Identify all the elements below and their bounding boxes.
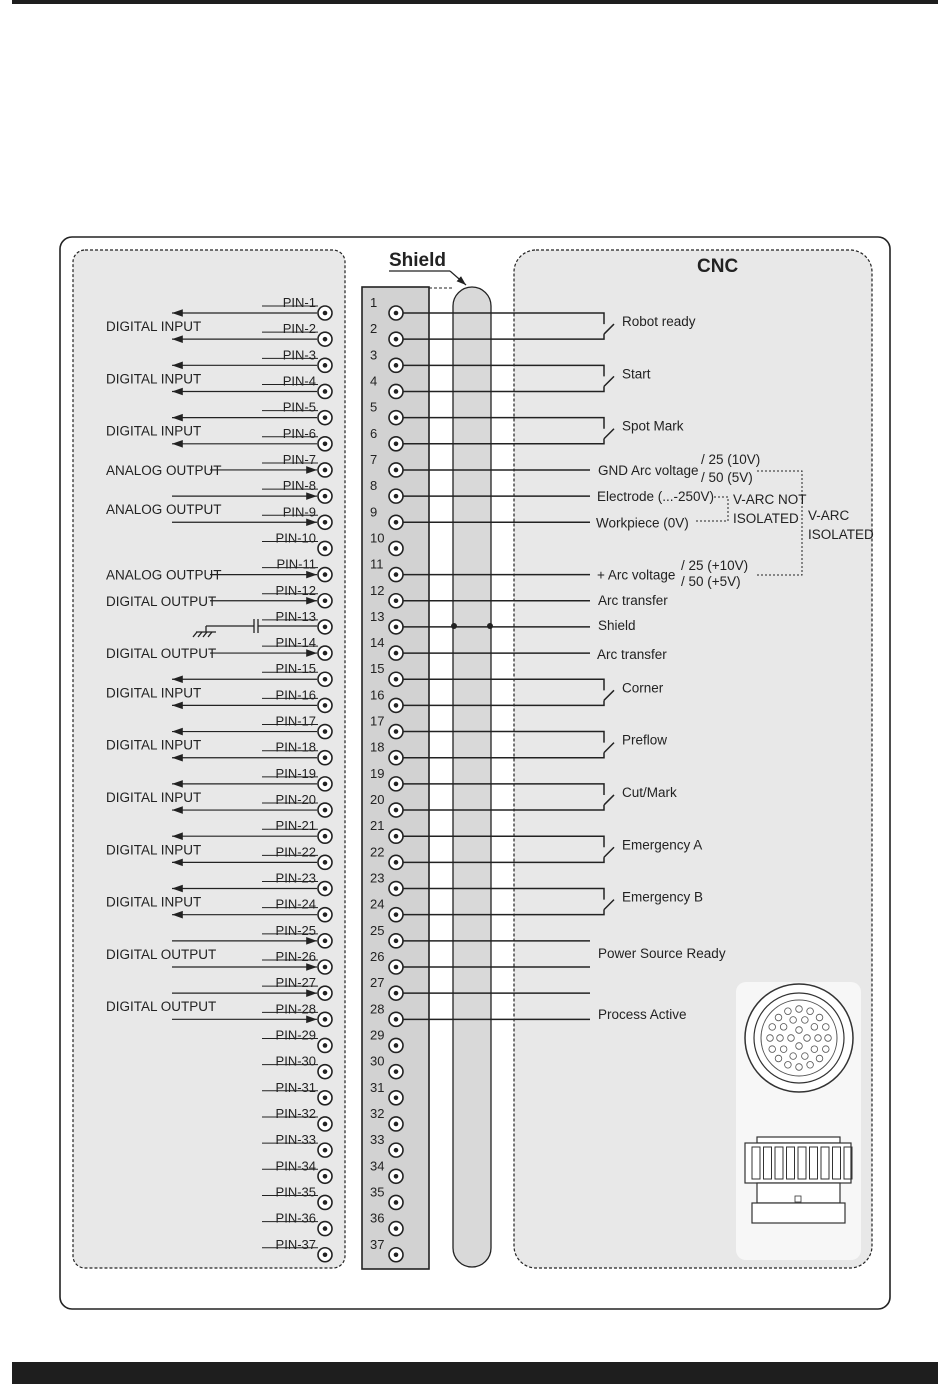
ratio-bottom-25: / 25 (+10V) (681, 558, 749, 573)
strip-terminal-center (394, 363, 399, 368)
strip-terminal-center (394, 1148, 399, 1153)
terminal-number: 26 (370, 949, 385, 964)
pin-terminal-center (323, 520, 328, 525)
terminal-number: 8 (370, 478, 378, 494)
pin-label: PIN-10 (275, 530, 316, 546)
terminal-number: 34 (370, 1158, 385, 1174)
terminal-number: 31 (370, 1079, 385, 1095)
cnc-signal-label: Power Source Ready (598, 945, 726, 961)
terminal-number: 7 (370, 451, 378, 467)
strip-terminal-center (394, 598, 399, 603)
terminal-number: 2 (370, 321, 378, 337)
pin-label: PIN-27 (275, 975, 316, 991)
pin-label: PIN-18 (275, 739, 316, 755)
terminal-number: 4 (370, 373, 378, 389)
pin-terminal-center (323, 494, 328, 499)
pin-label: PIN-15 (275, 661, 316, 677)
pin-label: PIN-25 (275, 922, 316, 938)
pin-terminal-center (323, 1096, 328, 1101)
pin-label: PIN-8 (282, 478, 316, 494)
switch-label: Robot ready (622, 314, 696, 330)
signal-type-label: DIGITAL OUTPUT (106, 999, 217, 1015)
switch-label: Emergency A (622, 837, 703, 853)
terminal-number: 9 (370, 504, 378, 520)
pin-terminal-center (323, 834, 328, 839)
strip-terminal-center (394, 442, 399, 447)
strip-terminal-center (394, 1252, 399, 1257)
signal-type-label: DIGITAL OUTPUT (106, 593, 217, 609)
shield-label: Shield (389, 250, 447, 271)
pin-label: PIN-22 (275, 844, 316, 860)
pin-terminal-center (323, 860, 328, 865)
ratio-top-25: / 25 (10V) (701, 452, 761, 467)
strip-terminal-center (394, 782, 399, 787)
pin-label: PIN-1 (282, 295, 316, 310)
terminal-number: 29 (370, 1027, 385, 1043)
pin-label: PIN-33 (275, 1132, 316, 1148)
pin-label: PIN-2 (282, 321, 316, 337)
pin-label: PIN-11 (276, 556, 316, 572)
ratio-bottom-50: / 50 (+5V) (681, 574, 741, 589)
strip-terminal-center (394, 834, 399, 839)
pin-label: PIN-34 (275, 1158, 316, 1174)
switch-label: Preflow (622, 732, 668, 748)
strip-terminal-center (394, 677, 399, 682)
terminal-number: 20 (370, 792, 385, 808)
pin-terminal-center (323, 651, 328, 656)
signal-type-label: DIGITAL INPUT (106, 371, 202, 387)
strip-terminal-center (394, 311, 399, 316)
pin-terminal-center (323, 337, 328, 342)
signal-type-label: DIGITAL OUTPUT (106, 946, 217, 962)
pin-terminal-center (323, 755, 328, 760)
pin-terminal-center (323, 912, 328, 917)
terminal-number: 37 (370, 1236, 385, 1252)
pin-label: PIN-3 (282, 347, 316, 363)
pin-terminal-center (323, 442, 328, 447)
terminal-number: 27 (370, 975, 385, 991)
cnc-signal-label: GND Arc voltage (598, 462, 699, 478)
terminal-number: 13 (370, 608, 385, 624)
pin-terminal-center (323, 965, 328, 970)
terminal-number: 33 (370, 1132, 385, 1148)
terminal-number: 16 (370, 687, 385, 703)
terminal-number: 35 (370, 1184, 385, 1200)
pin-label: PIN-37 (275, 1236, 316, 1252)
pin-label: PIN-4 (282, 373, 316, 389)
pin-terminal-center (323, 1200, 328, 1205)
terminal-number: 22 (370, 844, 385, 860)
strip-terminal-center (394, 886, 399, 891)
terminal-number: 30 (370, 1053, 385, 1069)
shield-junction-dot (487, 623, 493, 629)
strip-terminal-center (394, 1069, 399, 1074)
terminal-number: 36 (370, 1210, 385, 1226)
terminal-number: 6 (370, 425, 378, 441)
pin-label: PIN-32 (275, 1105, 316, 1121)
strip-terminal-center (394, 1096, 399, 1101)
strip-terminal-center (394, 337, 399, 342)
pin-terminal-center (323, 625, 328, 630)
strip-terminal-center (394, 1226, 399, 1231)
signal-type-label: DIGITAL INPUT (106, 894, 202, 910)
ratio-top-50: / 50 (5V) (701, 470, 753, 485)
pin-terminal-center (323, 729, 328, 734)
strip-terminal-center (394, 1200, 399, 1205)
pin-label: PIN-21 (275, 818, 316, 834)
terminal-number: 18 (370, 739, 385, 755)
terminal-number: 19 (370, 765, 385, 781)
pin-label: PIN-20 (275, 792, 316, 808)
terminal-number: 24 (370, 896, 385, 912)
strip-terminal-center (394, 1017, 399, 1022)
pin-terminal-center (323, 1017, 328, 1022)
pin-label: PIN-14 (275, 635, 316, 651)
strip-terminal-center (394, 755, 399, 760)
switch-label: Cut/Mark (622, 784, 677, 800)
pin-label: PIN-31 (275, 1079, 316, 1095)
cnc-signal-label: Workpiece (0V) (596, 515, 689, 531)
pin-terminal-center (323, 1226, 328, 1231)
signal-type-label: ANALOG OUTPUT (106, 567, 222, 583)
pin-label: PIN-6 (282, 425, 316, 441)
strip-terminal-center (394, 494, 399, 499)
varc-not-isolated-line2: ISOLATED (733, 511, 799, 526)
pin-terminal-center (323, 389, 328, 394)
pin-label: PIN-13 (275, 608, 316, 624)
pin-terminal-center (323, 808, 328, 813)
strip-terminal-center (394, 939, 399, 944)
cnc-title: CNC (697, 256, 739, 277)
pin-label: PIN-12 (275, 582, 316, 598)
pin-label: PIN-16 (275, 687, 316, 703)
signal-type-label: DIGITAL INPUT (106, 423, 202, 439)
pin-terminal-center (323, 886, 328, 891)
signal-type-label: DIGITAL INPUT (106, 737, 202, 753)
connector-illustration (736, 982, 861, 1260)
pin-label: PIN-9 (282, 504, 316, 520)
pin-label: PIN-7 (282, 451, 316, 467)
strip-terminal-center (394, 1043, 399, 1048)
pin-label: PIN-5 (282, 399, 316, 415)
terminal-number: 1 (370, 295, 378, 310)
pin-label: PIN-35 (275, 1184, 316, 1200)
strip-terminal-center (394, 520, 399, 525)
switch-label: Emergency B (622, 889, 704, 905)
pin-terminal-center (323, 546, 328, 551)
strip-terminal-center (394, 991, 399, 996)
terminal-number: 28 (370, 1001, 385, 1017)
signal-type-label: DIGITAL OUTPUT (106, 646, 217, 662)
varc-isolated-line1: V-ARC (808, 508, 850, 523)
strip-terminal-center (394, 572, 399, 577)
strip-terminal-center (394, 1122, 399, 1127)
pin-label: PIN-30 (275, 1053, 316, 1069)
pin-label: PIN-28 (275, 1001, 316, 1017)
pin-label: PIN-29 (275, 1027, 316, 1043)
terminal-number: 23 (370, 870, 385, 886)
strip-terminal-center (394, 1174, 399, 1179)
switch-label: Spot Mark (622, 418, 684, 434)
signal-type-label: DIGITAL INPUT (106, 842, 202, 858)
pin-label: PIN-23 (275, 870, 316, 886)
pin-label: PIN-36 (275, 1210, 316, 1226)
signal-type-label: ANALOG OUTPUT (106, 462, 222, 478)
terminal-number: 17 (370, 713, 385, 729)
strip-terminal-center (394, 965, 399, 970)
pin-terminal-center (323, 1069, 328, 1074)
cnc-signal-label: + Arc voltage (597, 567, 676, 583)
terminal-number: 12 (370, 582, 385, 598)
pin-label: PIN-24 (275, 896, 316, 912)
pin-terminal-center (323, 415, 328, 420)
pin-label: PIN-17 (275, 713, 316, 729)
pin-terminal-center (323, 1043, 328, 1048)
strip-terminal-center (394, 546, 399, 551)
signal-type-label: DIGITAL INPUT (106, 789, 202, 805)
signal-type-label: DIGITAL INPUT (106, 685, 202, 701)
cnc-signal-label: Arc transfer (597, 647, 667, 663)
signal-type-label: DIGITAL INPUT (106, 319, 202, 335)
strip-terminal-center (394, 468, 399, 473)
pin-terminal-center (323, 1252, 328, 1257)
pin-terminal-center (323, 363, 328, 368)
pin-terminal-center (323, 677, 328, 682)
pin-terminal-center (323, 703, 328, 708)
pin-terminal-center (323, 598, 328, 603)
terminal-number: 11 (370, 556, 384, 572)
pin-terminal-center (323, 311, 328, 316)
varc-isolated-line2: ISOLATED (808, 527, 874, 542)
strip-terminal-center (394, 912, 399, 917)
pin-terminal-center (323, 572, 328, 577)
pin-terminal-center (323, 939, 328, 944)
strip-terminal-center (394, 415, 399, 420)
strip-terminal-center (394, 651, 399, 656)
terminal-number: 32 (370, 1105, 385, 1121)
pin-terminal-center (323, 991, 328, 996)
pin-label: PIN-26 (275, 949, 316, 964)
switch-label: Start (622, 366, 651, 382)
strip-terminal-center (394, 808, 399, 813)
pin-terminal-center (323, 782, 328, 787)
terminal-number: 14 (370, 635, 385, 651)
strip-terminal-center (394, 625, 399, 630)
terminal-number: 5 (370, 399, 378, 415)
terminal-number: 3 (370, 347, 378, 363)
pin-terminal-center (323, 1122, 328, 1127)
cnc-signal-label: Arc transfer (598, 592, 668, 608)
cnc-signal-label: Shield (598, 617, 636, 633)
signal-type-label: ANALOG OUTPUT (106, 502, 222, 518)
shield-junction-dot (451, 623, 457, 629)
cnc-signal-label: Electrode (...-250V) (597, 489, 715, 505)
cnc-signal-label: Process Active (598, 1007, 687, 1023)
terminal-number: 15 (370, 661, 385, 677)
varc-not-isolated-line1: V-ARC NOT (733, 492, 807, 507)
pin-terminal-center (323, 1148, 328, 1153)
pin-label: PIN-19 (275, 765, 316, 781)
pin-terminal-center (323, 1174, 328, 1179)
pin-terminal-center (323, 468, 328, 473)
terminal-number: 10 (370, 530, 385, 546)
strip-terminal-center (394, 389, 399, 394)
footer-band (12, 1362, 938, 1384)
strip-terminal-center (394, 703, 399, 708)
shield-tube (453, 287, 491, 1267)
strip-terminal-center (394, 860, 399, 865)
strip-terminal-center (394, 729, 399, 734)
switch-label: Corner (622, 680, 664, 696)
terminal-number: 25 (370, 922, 385, 938)
terminal-number: 21 (370, 818, 385, 834)
